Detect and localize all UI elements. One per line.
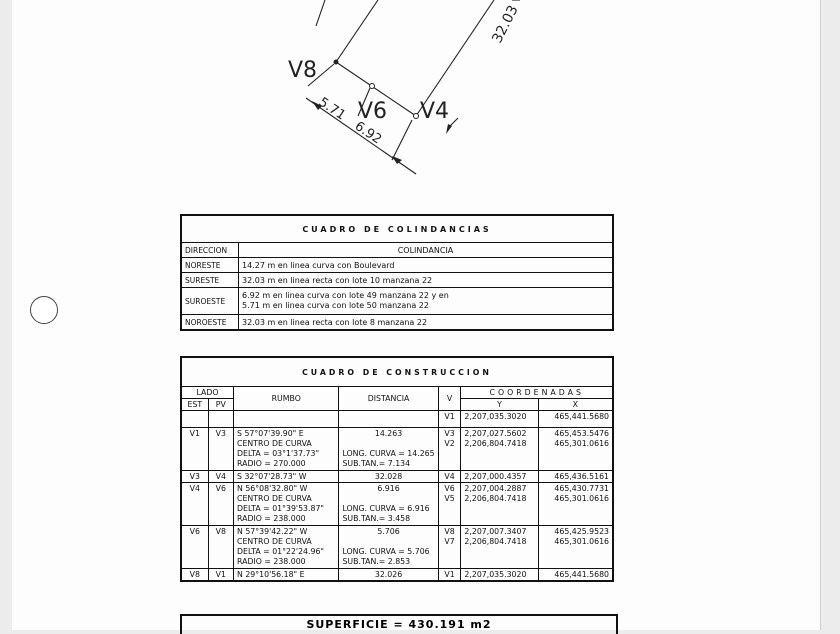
coord-y-cell: 2,207,000.4357 bbox=[461, 471, 538, 483]
table-row bbox=[181, 288, 613, 315]
table-row bbox=[181, 569, 613, 582]
dimension-6-92: 6.92 bbox=[351, 118, 385, 148]
header-rumbo: RUMBO bbox=[234, 387, 339, 411]
pv-cell: V8 bbox=[208, 526, 233, 569]
coord-x-cell: 465,441.5680 bbox=[538, 411, 613, 428]
construccion-title: CUADRO DE CONSTRUCCION bbox=[181, 357, 613, 387]
vertex-v4-marker bbox=[414, 114, 419, 119]
boundary-cell: 32.03 m en linea recta con lote 10 manzana 22 bbox=[239, 273, 614, 288]
coord-x-text: 465,453.5476 bbox=[554, 429, 609, 438]
subtan-text: SUB.TAN.= 2.853 bbox=[342, 557, 411, 566]
coord-y-text: 2,206,804.7418 bbox=[464, 494, 527, 503]
distancia-cell: 32.026 bbox=[339, 569, 438, 582]
coord-x-text: 465,301.0616 bbox=[554, 537, 609, 546]
vertex-cell: V1 bbox=[438, 411, 461, 428]
vertex-v8-marker bbox=[334, 60, 339, 65]
table-row bbox=[181, 315, 613, 331]
vertex-text: V5 bbox=[444, 494, 455, 503]
est-cell: V8 bbox=[181, 569, 208, 582]
subtan-text: SUB.TAN.= 3.458 bbox=[342, 514, 411, 523]
boundary-line-1: 6.92 m en linea curva con lote 49 manzana 22 y en bbox=[242, 291, 449, 300]
dist-text: 6.916 bbox=[377, 484, 400, 493]
boundary-line-2: 5.71 m en linea curva con lote 50 manzana 22 bbox=[242, 301, 429, 310]
table-row bbox=[181, 471, 613, 483]
header-y: Y bbox=[461, 399, 538, 411]
rumbo-cell: N 29°10'56.18" E bbox=[234, 569, 339, 582]
table-row bbox=[181, 273, 613, 288]
label-v8: V8 bbox=[288, 58, 318, 83]
header-distancia: DISTANCIA bbox=[339, 387, 438, 411]
radio-text: RADIO = 238.000 bbox=[237, 557, 306, 566]
label-v4: V4 bbox=[420, 99, 450, 124]
header-est: EST bbox=[181, 399, 208, 411]
coord-x-text: 465,301.0616 bbox=[554, 494, 609, 503]
rumbo-text: S 57°07'39.90" E bbox=[237, 429, 304, 438]
coord-x-cell: 465,441.5680 bbox=[538, 569, 613, 582]
coord-y-cell bbox=[461, 526, 538, 569]
vertex-text: V2 bbox=[444, 439, 455, 448]
delta-text: DELTA = 03°1'37.73" bbox=[237, 449, 320, 458]
header-pv: PV bbox=[208, 399, 233, 411]
table-row bbox=[181, 428, 613, 471]
coord-y-text: 2,206,804.7418 bbox=[464, 537, 527, 546]
header-x: X bbox=[538, 399, 613, 411]
delta-text: DELTA = 01°39'53.87" bbox=[237, 504, 324, 513]
est-cell: V3 bbox=[181, 471, 208, 483]
direction-cell: SURESTE bbox=[181, 273, 239, 288]
dist-text: 5.706 bbox=[377, 527, 400, 536]
header-coordenadas: COORDENADAS bbox=[461, 387, 613, 399]
dimension-5-71: 5.71 bbox=[315, 94, 349, 124]
vertex-cell: V1 bbox=[438, 569, 461, 582]
est-cell: V1 bbox=[181, 428, 208, 471]
rumbo-cell bbox=[234, 428, 339, 471]
direction-cell: SUROESTE bbox=[181, 288, 239, 315]
boundary-cell bbox=[239, 288, 614, 315]
lot-plan-drawing bbox=[0, 0, 840, 210]
superficie-total: SUPERFICIE = 430.191 m2 bbox=[180, 614, 618, 634]
distancia-cell bbox=[339, 483, 438, 526]
coord-y-cell bbox=[461, 428, 538, 471]
header-direccion: DIRECCION bbox=[181, 243, 239, 258]
long-curva-text: LONG. CURVA = 5.706 bbox=[342, 547, 430, 556]
centro-text: CENTRO DE CURVA bbox=[237, 537, 312, 546]
coord-x-cell bbox=[538, 428, 613, 471]
lot-boundary-left bbox=[336, 0, 378, 62]
header-lado: LADO bbox=[181, 387, 234, 399]
rumbo-cell bbox=[234, 483, 339, 526]
rumbo-text: N 56°08'32.80" W bbox=[237, 484, 308, 493]
coord-x-cell: 465,436.5161 bbox=[538, 471, 613, 483]
vertex-cell bbox=[438, 483, 461, 526]
distancia-cell bbox=[339, 428, 438, 471]
table-row bbox=[181, 258, 613, 273]
boundary-cell: 14.27 m en linea curva con Boulevard bbox=[239, 258, 614, 273]
label-v6: V6 bbox=[358, 99, 388, 124]
est-cell: V4 bbox=[181, 483, 208, 526]
vertex-cell bbox=[438, 526, 461, 569]
header-colindancia: COLINDANCIA bbox=[239, 243, 614, 258]
radio-text: RADIO = 238.000 bbox=[237, 514, 306, 523]
pv-cell: V1 bbox=[208, 569, 233, 582]
coord-x-cell bbox=[538, 526, 613, 569]
distancia-cell bbox=[339, 526, 438, 569]
vertex-cell: V4 bbox=[438, 471, 461, 483]
vertex-v6-marker bbox=[370, 84, 375, 89]
vertex-cell bbox=[438, 428, 461, 471]
coord-y-cell: 2,207,035.3020 bbox=[461, 411, 538, 428]
long-curva-text: LONG. CURVA = 6.916 bbox=[342, 504, 430, 513]
vertex-text: V7 bbox=[444, 537, 455, 546]
coord-y-text: 2,206,804.7418 bbox=[464, 439, 527, 448]
coord-y-cell bbox=[461, 483, 538, 526]
vertex-text: V3 bbox=[444, 429, 455, 438]
direction-cell: NORESTE bbox=[181, 258, 239, 273]
pv-cell: V4 bbox=[208, 471, 233, 483]
boundary-cell: 32.03 m en linea recta con lote 8 manzana 22 bbox=[239, 315, 614, 331]
table-row bbox=[181, 526, 613, 569]
coord-y-text: 2,207,004.2887 bbox=[464, 484, 527, 493]
vertex-text: V8 bbox=[444, 527, 455, 536]
dimension-ext-v4 bbox=[392, 120, 412, 160]
long-curva-text: LONG. CURVA = 14.265 bbox=[342, 449, 435, 458]
subtan-text: SUB.TAN.= 7.134 bbox=[342, 459, 411, 468]
coord-y-cell: 2,207,035.3020 bbox=[461, 569, 538, 582]
dimension-32-03: 32.03 bbox=[489, 2, 522, 46]
pv-cell: V6 bbox=[208, 483, 233, 526]
coord-y-text: 2,207,027.5602 bbox=[464, 429, 527, 438]
table-row bbox=[181, 411, 613, 428]
rumbo-text: N 57°39'42.22" W bbox=[237, 527, 308, 536]
coord-x-text: 465,301.0616 bbox=[554, 439, 609, 448]
vertex-text: V6 bbox=[444, 484, 455, 493]
delta-text: DELTA = 01°22'24.96" bbox=[237, 547, 324, 556]
construccion-table bbox=[180, 356, 614, 582]
centro-text: CENTRO DE CURVA bbox=[237, 439, 312, 448]
coord-y-text: 2,207,007.3407 bbox=[464, 527, 527, 536]
dist-text: 14.263 bbox=[374, 429, 403, 438]
header-v: V bbox=[438, 387, 461, 411]
coord-x-text: 465,425.9523 bbox=[554, 527, 609, 536]
radio-text: RADIO = 270.000 bbox=[237, 459, 306, 468]
pv-cell: V3 bbox=[208, 428, 233, 471]
colindancias-table bbox=[180, 214, 614, 331]
binder-hole bbox=[30, 296, 58, 324]
distancia-cell: 32.028 bbox=[339, 471, 438, 483]
rumbo-cell: S 32°07'28.73" W bbox=[234, 471, 339, 483]
direction-cell: NOROESTE bbox=[181, 315, 239, 331]
rumbo-cell bbox=[234, 526, 339, 569]
coord-x-cell bbox=[538, 483, 613, 526]
dimension-leader-top bbox=[316, 0, 325, 26]
colindancias-title: CUADRO DE COLINDANCIAS bbox=[181, 215, 613, 243]
table-row bbox=[181, 483, 613, 526]
coord-x-text: 465,430.7731 bbox=[554, 484, 609, 493]
centro-text: CENTRO DE CURVA bbox=[237, 494, 312, 503]
est-cell: V6 bbox=[181, 526, 208, 569]
